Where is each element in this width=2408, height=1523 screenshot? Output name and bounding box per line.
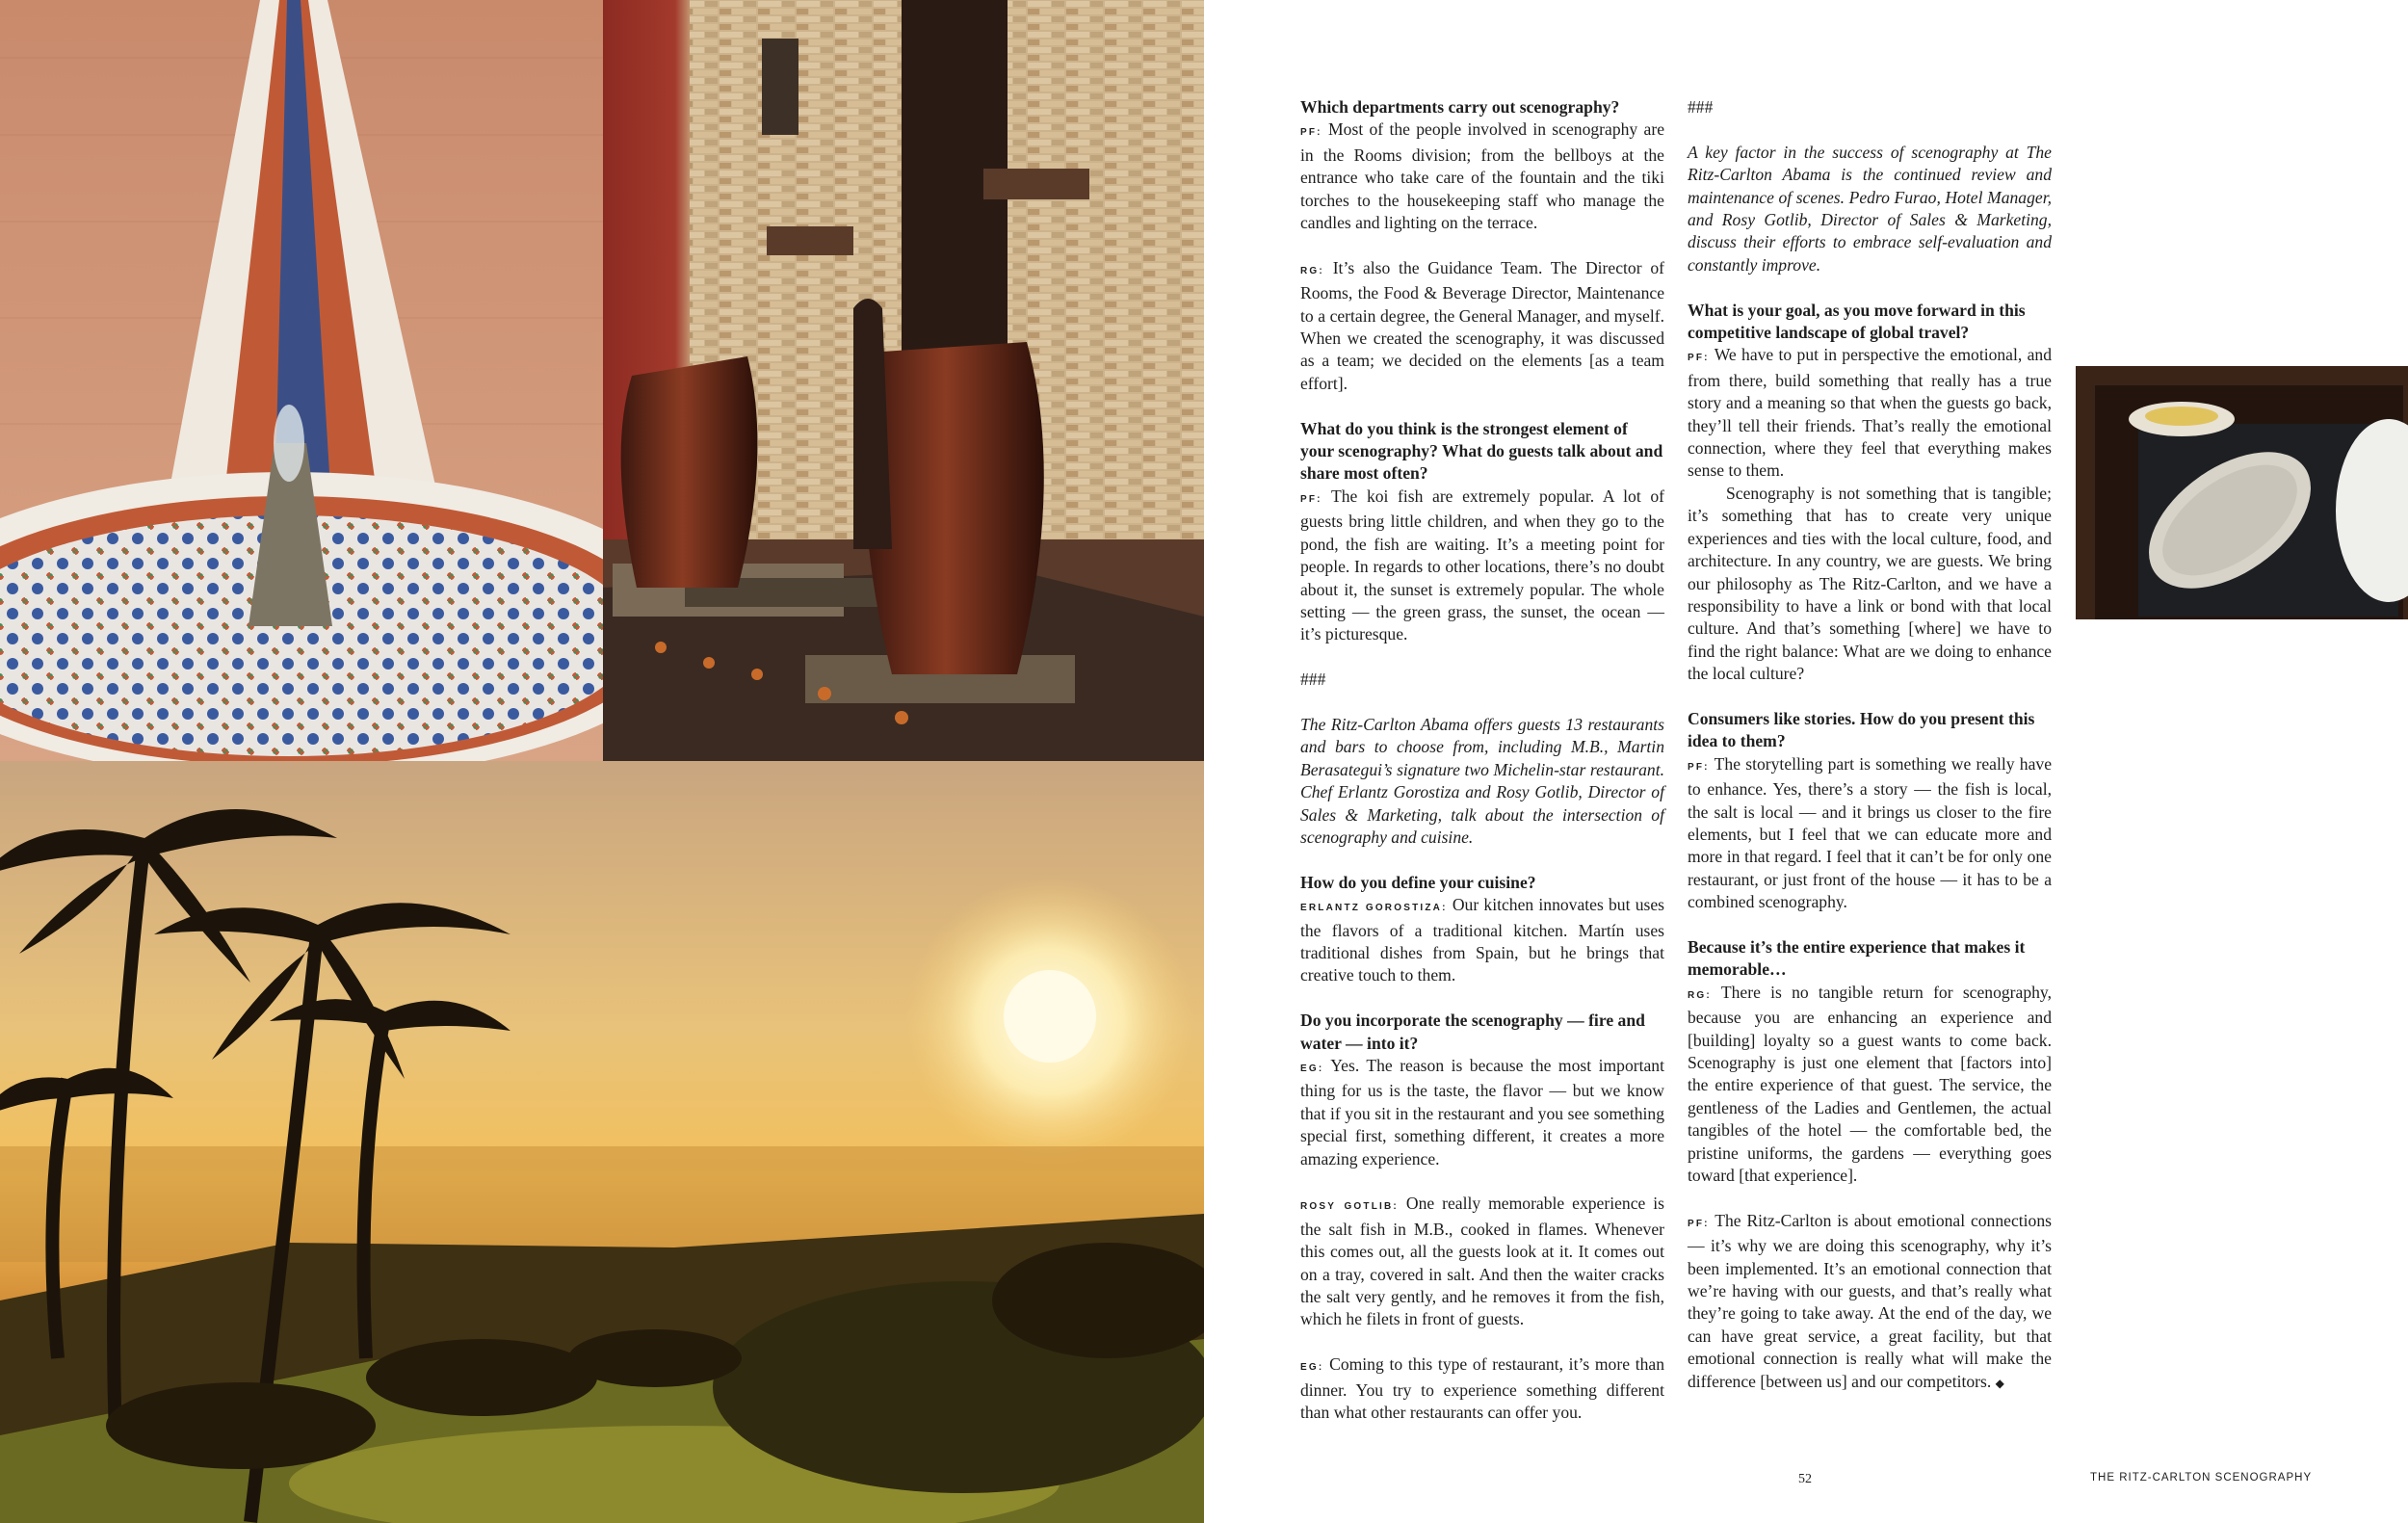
answer-paragraph	[1300, 257, 1664, 395]
answer-text: We have to put in perspective the emotional, and from there, build something that really has a true story and a meaning so that when the guests go back, they’ll tell their friends. That’s really the emotional connection, where they feel that everything makes sense to them.	[1688, 345, 2052, 481]
answer-paragraph	[1300, 118, 1664, 234]
photo-courtyard-fountain	[0, 0, 603, 761]
photo-spa-urns	[603, 0, 1204, 761]
article-column-2	[1688, 96, 2052, 1395]
question-heading: Consumers like stories. How do you present this idea to them?	[1688, 708, 2035, 751]
speaker-label: RG:	[1688, 989, 1712, 1001]
speaker-label: ROSY GOTLIB:	[1300, 1201, 1399, 1213]
answer-paragraph	[1300, 1055, 1664, 1170]
answer-paragraph	[1688, 1210, 2052, 1395]
speaker-label: PF:	[1688, 1218, 1710, 1229]
section-separator: ###	[1300, 670, 1326, 690]
speaker-label: PF:	[1300, 493, 1322, 505]
speaker-label: ERLANTZ GOROSTIZA:	[1300, 903, 1448, 914]
answer-text: The Ritz-Carlton is about emotional connections — it’s why we are doing this scenography, why it’s been implemented. It’s an emotional connection that we’re having with our guests, and that’s really what they’re going to take away. At the end of the day, we can have great service, a great facility, but that emotional connection is really what will make the difference [between us] and our competitors.	[1688, 1210, 2052, 1391]
answer-paragraph	[1688, 753, 2052, 914]
question-heading: Do you incorporate the scenography — fire and water — into it?	[1300, 1011, 1645, 1053]
answer-text: One really memorable experience is the salt fish in M.B., cooked in flames. Whenever this comes out, all the guests look at it. It comes out on a tray, covered in salt. And then the waiter cracks the salt very gently, and he removes it from the fish, which he filets in front of guests.	[1300, 1194, 1664, 1329]
photo-sunset-palms	[0, 761, 1204, 1523]
end-mark-icon: ◆	[1995, 1376, 2004, 1390]
speaker-label: EG:	[1300, 1362, 1324, 1374]
answer-text: Coming to this type of restaurant, it’s more than dinner. You try to experience something different than what other restaurants can offer you.	[1300, 1354, 1664, 1423]
section-intro: The Ritz-Carlton Abama offers guests 13 restaurants and bars to choose from, including M.B., Martin Berasategui’s signature two Michelin-star restaurant. Chef Erlantz Gorostiza and Rosy Gotlib, Director of Sales & Marketing, talk about the intersection of scenography and cuisine.	[1300, 714, 1664, 847]
running-head: THE RITZ-CARLTON SCENOGRAPHY	[2090, 1472, 2313, 1484]
answer-text: Most of the people involved in scenography are in the Rooms division; from the bellboys at the entrance who take care of the fountain and the tiki torches to the housekeeping staff who manage the candles and lighting on the terrace.	[1300, 119, 1665, 233]
speaker-label: PF:	[1688, 761, 1710, 773]
section-separator: ###	[1688, 97, 1714, 117]
question-heading: What is your goal, as you move forward in this competitive landscape of global travel?	[1688, 300, 2026, 343]
speaker-label: RG:	[1300, 265, 1324, 276]
answer-paragraph	[1688, 982, 2052, 1188]
speaker-label: PF:	[1688, 353, 1710, 364]
article-column-1	[1300, 96, 1664, 1424]
question-heading: Which departments carry out scenography?	[1300, 97, 1620, 117]
section-intro: A key factor in the success of scenography at The Ritz-Carlton Abama is the continued review and maintenance of scenes. Pedro Furao, Hotel Manager, and Rosy Gotlib, Director of Sales & Marketing, discuss their efforts to embrace self-evaluation and constantly improve.	[1688, 142, 2052, 275]
answer-paragraph	[1300, 1193, 1664, 1330]
speaker-label: PF:	[1300, 127, 1322, 139]
answer-text: There is no tangible return for scenography, because you are enhancing an experience and [building] loyalty so a guest wants to come back. Scenography is just one element that [factors into] the entire experience of that guest. The service, the gentleness of the Ladies and Gentlemen, the actual tangibles of the hotel — the comfortable bed, the pristine uniforms, the gardens — everything goes toward [that experience].	[1688, 982, 2052, 1186]
answer-paragraph	[1300, 894, 1664, 987]
question-heading: Because it’s the entire experience that makes it memorable…	[1688, 936, 2026, 980]
answer-paragraph	[1688, 344, 2052, 482]
answer-text: Our kitchen innovates but uses the flavors of a traditional kitchen. Martín uses traditional dishes from Spain, but he brings that creative touch to them.	[1300, 895, 1664, 985]
question-heading: What do you think is the strongest element of your scenography? What do guests talk about and share most often?	[1300, 418, 1663, 484]
answer-text: The koi fish are extremely popular. A lot of guests bring little children, and when they go to the pond, the fish are waiting. It’s a meeting point for people. In regards to other locations, there’s no doubt about it, the sunset is extremely popular. The whole setting — the green grass, the sunset, the ocean — it’s picturesque.	[1300, 486, 1664, 644]
answer-text: Yes. The reason is because the most important thing for us is the taste, the flavor — but we know that if you sit in the restaurant and you see something special first, something different, it creates a more amazing experience.	[1300, 1055, 1664, 1169]
answer-paragraph	[1300, 486, 1664, 646]
answer-text: The storytelling part is something we really have to enhance. Yes, there’s a story — the fish is local, the salt is local — and it brings us closer to the fire elements, but I feel that we can educate more and more in that regard. I feel that it can’t be for only one restaurant, or just front of the house — it has to be a combined scenography.	[1688, 753, 2053, 912]
question-heading: How do you define your cuisine?	[1300, 872, 1536, 892]
answer-paragraph	[1300, 1353, 1664, 1424]
photo-salt-fish	[2076, 366, 2408, 619]
speaker-label: EG:	[1300, 1063, 1324, 1074]
answer-paragraph: Scenography is not something that is tangible; it’s something that has to create very unique experiences and ties with the local culture, food, and architecture. In any country, we are guests. We bring our philosophy as The Ritz-Carlton, and we have a responsibility to have a link or bond with that local culture. And that’s something [where] we have to find the right balance: What are we doing to enhance the local culture?	[1688, 483, 2052, 684]
page-number: 52	[1798, 1472, 1812, 1486]
answer-text: It’s also the Guidance Team. The Director of Rooms, the Food & Beverage Director, Maintenance to a certain degree, the General Manager, and myself. When we created the scenography, it was discussed as a team; we decided on the elements [as a team effort].	[1300, 257, 1664, 393]
